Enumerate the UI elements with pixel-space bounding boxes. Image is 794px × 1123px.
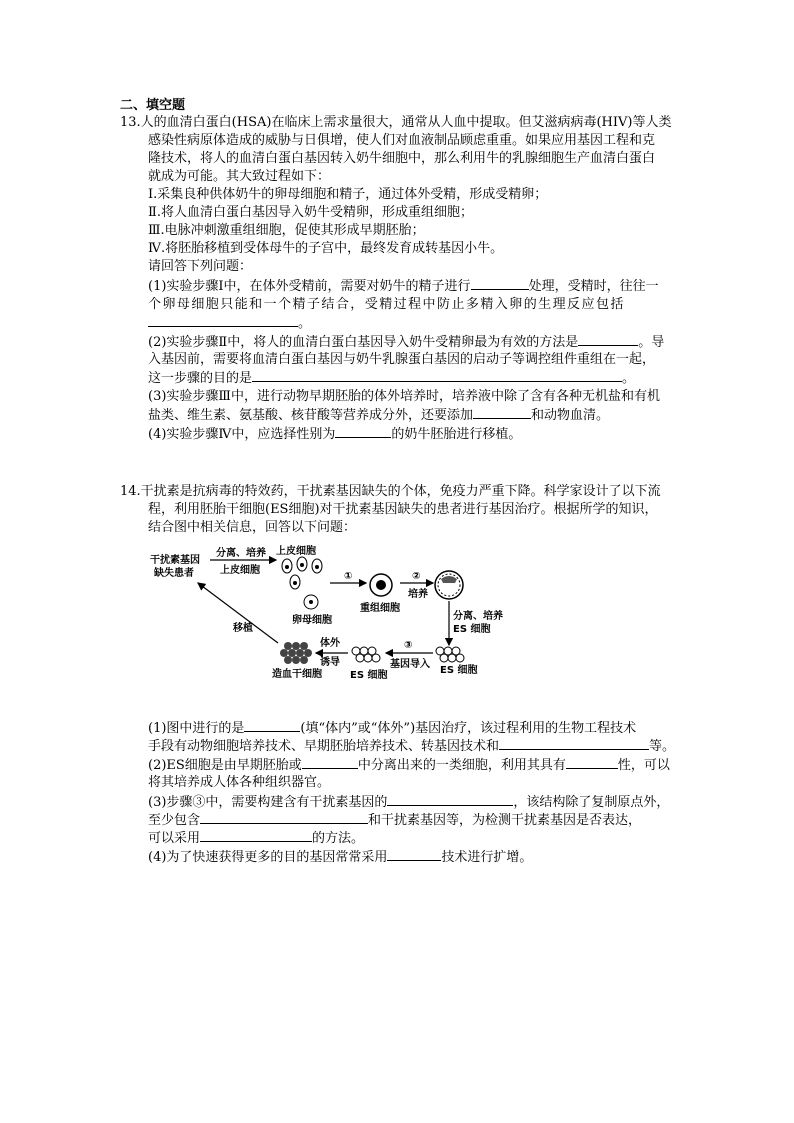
q14-part4 bbox=[148, 848, 532, 866]
es-label: ES 细胞 bbox=[440, 665, 478, 676]
answer-blank[interactable] bbox=[499, 737, 649, 750]
text: 和动物血清。 bbox=[531, 408, 610, 423]
q13-part1 bbox=[148, 277, 659, 295]
q13-part1 bbox=[148, 314, 311, 332]
text: 可以采用 bbox=[148, 831, 201, 846]
q13-part3 bbox=[148, 406, 609, 424]
q13-line: 请回答下列问题： bbox=[148, 259, 253, 274]
epithelial-cells bbox=[282, 557, 322, 589]
q13-step: Ⅰ.采集良种供体奶牛的卵母细胞和精子，通过体外受精，形成受精卵； bbox=[148, 187, 548, 202]
induce-label: 诱导 bbox=[320, 657, 340, 668]
section-title: 二、填空题 bbox=[120, 98, 186, 113]
recombinant-label: 重组细胞 bbox=[360, 603, 400, 614]
q13-line: 就成为可能。其大致过程如下： bbox=[148, 169, 331, 184]
answer-blank[interactable] bbox=[200, 811, 368, 824]
q14-part2 bbox=[148, 756, 670, 774]
text: 和干扰素基因等，为检测干扰素基因是否表达， bbox=[368, 813, 642, 828]
q14-part3 bbox=[148, 811, 641, 829]
transplant-label: 移植 bbox=[233, 623, 253, 634]
text: (1)图中进行的是 bbox=[148, 721, 245, 736]
q14-part3 bbox=[148, 793, 669, 811]
culture-label: 培养 bbox=[408, 589, 428, 600]
q13-line: 感染性病原体造成的威胁与日俱增，使人们对血液制品顾虑重重。如果应用基因工程和克 bbox=[148, 133, 656, 148]
text: (2)ES细胞是由早期胚胎或 bbox=[148, 758, 302, 773]
q14-part1 bbox=[148, 737, 675, 755]
arrow-label: 分离、培养 bbox=[216, 548, 266, 559]
oocyte bbox=[304, 595, 318, 609]
answer-blank[interactable] bbox=[387, 848, 441, 861]
q13-line: 13.人的血清白蛋白(HSA)在临床上需求量很大，通常从人血中提取。但艾滋病病毒(HIV)等人类 bbox=[120, 115, 672, 130]
text: 手段有动物细胞培养技术、早期胚胎培养技术、转基因技术和 bbox=[148, 739, 500, 754]
es-cells-mid bbox=[352, 647, 380, 662]
text: (2)实验步骤Ⅱ中，将人的血清白蛋白基因导入奶牛受精卵最为有效的方法是 bbox=[148, 335, 579, 350]
text: 的方法。 bbox=[312, 831, 365, 846]
answer-blank[interactable] bbox=[252, 369, 622, 382]
text: 。导 bbox=[638, 335, 665, 350]
blastocyst bbox=[435, 571, 463, 599]
patient-label: 干扰素基因 bbox=[150, 555, 200, 566]
es-cells-right bbox=[436, 647, 464, 662]
answer-blank[interactable] bbox=[473, 406, 531, 419]
step-3: ③ bbox=[404, 640, 413, 651]
answer-blank[interactable] bbox=[578, 333, 638, 346]
q13-part4 bbox=[148, 425, 521, 443]
text: 性，可以 bbox=[617, 758, 670, 773]
answer-blank[interactable] bbox=[148, 314, 298, 327]
q13-line: 隆技术，将人的血清白蛋白基因转入奶牛细胞中，那么利用牛的乳腺细胞生产血清白蛋白 bbox=[148, 151, 656, 166]
q14-line: 程，利用胚胎干细胞(ES细胞)对干扰素基因缺失的患者进行基因治疗。根据所学的知识， bbox=[148, 502, 658, 517]
hematopoietic-stem-cells bbox=[280, 642, 312, 664]
q13-part2 bbox=[148, 333, 664, 351]
answer-blank[interactable] bbox=[471, 277, 529, 290]
q14-part1 bbox=[148, 719, 636, 737]
text: 中分离出来的一类细胞，利用其具有 bbox=[357, 758, 566, 773]
text: (4)为了快速获得更多的目的基因常常采用 bbox=[148, 850, 388, 865]
text: 。 bbox=[622, 371, 636, 386]
text: 的奶牛胚胎进行移植。 bbox=[391, 427, 522, 442]
es-label: ES 细胞 bbox=[350, 670, 388, 681]
separate-label: ES 细胞 bbox=[453, 624, 491, 635]
gene-therapy-flow-diagram bbox=[148, 543, 503, 681]
hsc-label: 造血干细胞 bbox=[272, 669, 322, 680]
text: 。 bbox=[298, 316, 312, 331]
epithelial-label: 上皮细胞 bbox=[276, 546, 316, 557]
arrow-transplant bbox=[198, 583, 278, 643]
q14-line: 14.干扰素是抗病毒的特效药，干扰素基因缺失的个体，免疫力严重下降。科学家设计了以下流 bbox=[120, 484, 661, 499]
arrow-label: 上皮细胞 bbox=[220, 565, 260, 576]
q13-step: Ⅳ.将胚胎移植到受体母牛的子宫中，最终发育成转基因小牛。 bbox=[148, 241, 504, 256]
q14-part3 bbox=[148, 829, 364, 847]
step-2: ② bbox=[412, 571, 421, 582]
text: 盐类、维生素、氨基酸、核苷酸等营养成分外，还要添加 bbox=[148, 408, 474, 423]
q13-part1: 个卵母细胞只能和一个精子结合，受精过程中防止多精入卵的生理反应包括 bbox=[148, 297, 625, 312]
oocyte-label: 卵母细胞 bbox=[292, 615, 332, 626]
answer-blank[interactable] bbox=[387, 793, 513, 806]
step-1: ① bbox=[344, 571, 353, 582]
q13-part2: 入基因前，需要将血清白蛋白基因与奶牛乳腺蛋白基因的启动子等调控组件重组在一起， bbox=[148, 352, 656, 367]
patient-label: 缺失患者 bbox=[154, 568, 194, 579]
text: (填“体内”或“体外”)基因治疗，该过程利用的生物工程技术 bbox=[300, 721, 637, 736]
q14-line: 结合图中相关信息，回答以下问题： bbox=[148, 520, 357, 535]
answer-blank[interactable] bbox=[335, 425, 391, 438]
q13-part2 bbox=[148, 369, 635, 387]
text: (1)实验步骤Ⅰ中，在体外受精前，需要对奶牛的精子进行 bbox=[148, 279, 471, 294]
text: 技术进行扩增。 bbox=[441, 850, 533, 865]
induce-label: 体外 bbox=[320, 638, 340, 649]
recombinant-cell bbox=[370, 574, 392, 596]
text: 这一步骤的目的是 bbox=[148, 371, 253, 386]
text: 至少包含 bbox=[148, 813, 201, 828]
text: ，该结构除了复制原点外， bbox=[513, 795, 670, 810]
q13-step: Ⅲ.电脉冲刺激重组细胞，促使其形成早期胚胎； bbox=[148, 223, 425, 238]
gene-import-label: 基因导入 bbox=[390, 659, 430, 670]
q13-part3: (3)实验步骤Ⅲ中，进行动物早期胚胎的体外培养时，培养液中除了含有各种无机盐和有机 bbox=[148, 389, 660, 404]
text: 等。 bbox=[649, 739, 676, 754]
q14-part2: 将其培养成人体各种组织器官。 bbox=[148, 775, 331, 790]
text: (4)实验步骤Ⅳ中，应选择性别为 bbox=[148, 427, 336, 442]
separate-label: 分离、培养 bbox=[453, 611, 503, 622]
text: (3)步骤③中，需要构建含有干扰素基因的 bbox=[148, 795, 388, 810]
q13-step: Ⅱ.将人血清白蛋白基因导入奶牛受精卵，形成重组细胞； bbox=[148, 205, 473, 220]
answer-blank[interactable] bbox=[302, 756, 358, 769]
answer-blank[interactable] bbox=[244, 719, 300, 732]
answer-blank[interactable] bbox=[566, 756, 618, 769]
text: 处理，受精时，往往一 bbox=[528, 279, 659, 294]
answer-blank[interactable] bbox=[200, 829, 312, 842]
